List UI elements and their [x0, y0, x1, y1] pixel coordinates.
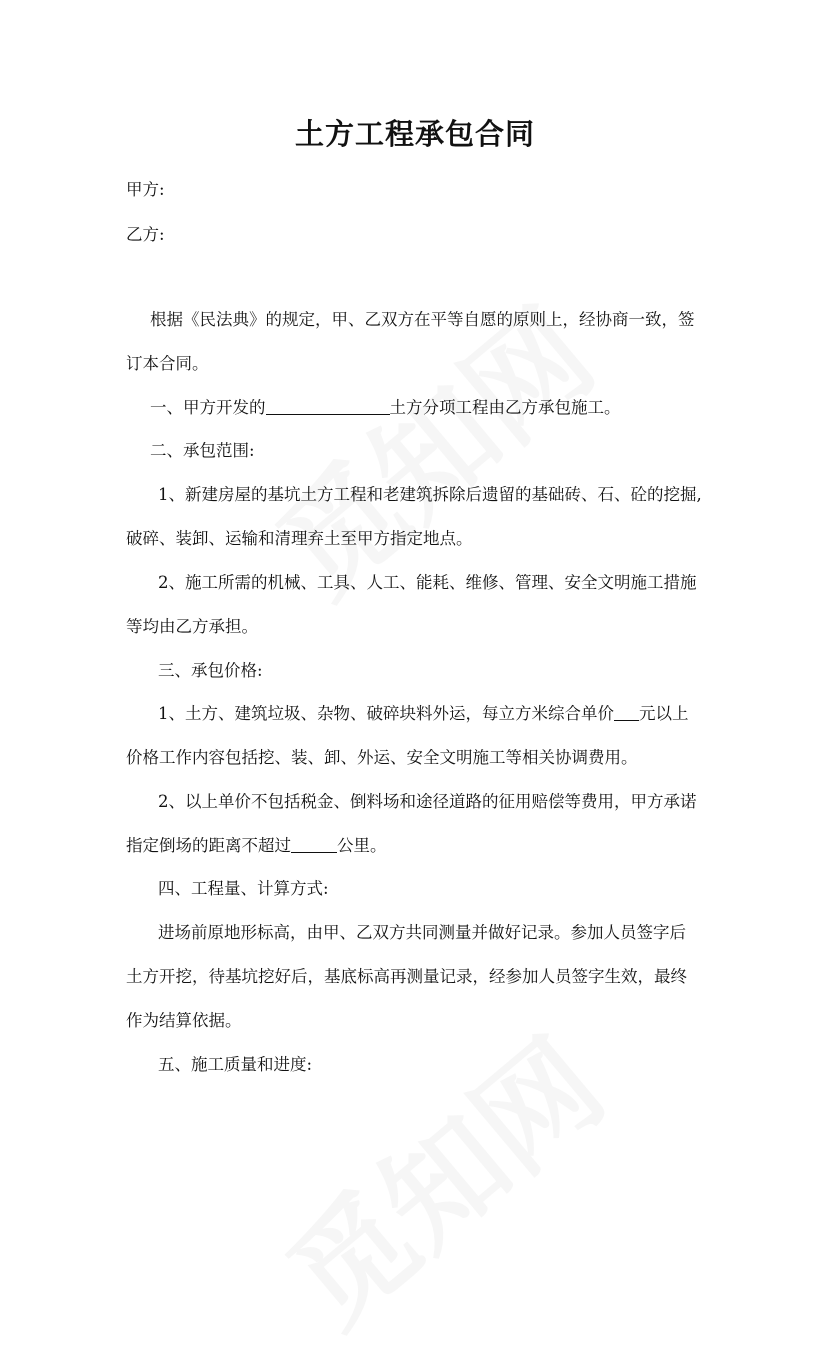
section-3-item-1-suffix: 元以上 [639, 704, 689, 723]
section-4-line-3: 作为结算依据。 [126, 1011, 242, 1030]
section-3-item-2-line-1: 2、以上单价不包括税金、倒料场和途径道路的征用赔偿等费用，甲方承诺 [158, 792, 697, 811]
section-1-prefix: 一、甲方开发的 [150, 398, 266, 417]
section-2-item-2-line-2: 等均由乙方承担。 [126, 617, 258, 636]
section-3-item-1-prefix: 1、土方、建筑垃圾、杂物、破碎块料外运，每立方米综合单价 [158, 704, 614, 723]
section-3-heading: 三、承包价格: [158, 661, 263, 680]
section-3-item-2-prefix: 指定倒场的距离不超过 [126, 836, 291, 855]
watermark-lower [247, 994, 633, 1357]
intro-paragraph-line-1: 根据《民法典》的规定，甲、乙双方在平等自愿的原则上，经协商一致，签 [150, 310, 695, 329]
unit-price-blank [614, 702, 639, 721]
section-2-item-1-line-2: 破碎、装卸、运输和清理弃土至甲方指定地点。 [126, 529, 473, 548]
section-3-item-2-line-2 [126, 834, 387, 858]
section-4-line-1: 进场前原地形标高，由甲、乙双方共同测量并做好记录。参加人员签字后 [158, 923, 686, 942]
section-3-item-1-line-1 [158, 702, 689, 726]
section-2-item-2-line-1: 2、施工所需的机械、工具、人工、能耗、维修、管理、安全文明施工措施 [158, 573, 697, 592]
party-a-label: 甲方: [126, 180, 165, 199]
section-1-suffix: 土方分项工程由乙方承包施工。 [389, 398, 621, 417]
section-5-heading: 五、施工质量和进度: [158, 1055, 313, 1074]
intro-paragraph-line-2: 订本合同。 [126, 354, 209, 373]
section-3-item-1-line-2: 价格工作内容包括挖、装、卸、外运、安全文明施工等相关协调费用。 [126, 748, 638, 767]
section-1-line [150, 396, 621, 420]
contract-title: 土方工程承包合同 [294, 117, 535, 151]
project-name-blank [266, 396, 390, 415]
section-3-item-2-suffix: 公里。 [337, 836, 387, 855]
section-4-heading: 四、工程量、计算方式: [158, 879, 329, 898]
section-4-line-2: 土方开挖，待基坑挖好后，基底标高再测量记录，经参加人员签字生效，最终 [126, 967, 687, 986]
section-2-item-1-line-1: 1、新建房屋的基坑土方工程和老建筑拆除后遗留的基础砖、石、砼的挖掘, [158, 485, 702, 504]
distance-blank [291, 834, 337, 853]
party-b-label: 乙方: [126, 225, 165, 244]
section-2-heading: 二、承包范围: [150, 441, 255, 460]
